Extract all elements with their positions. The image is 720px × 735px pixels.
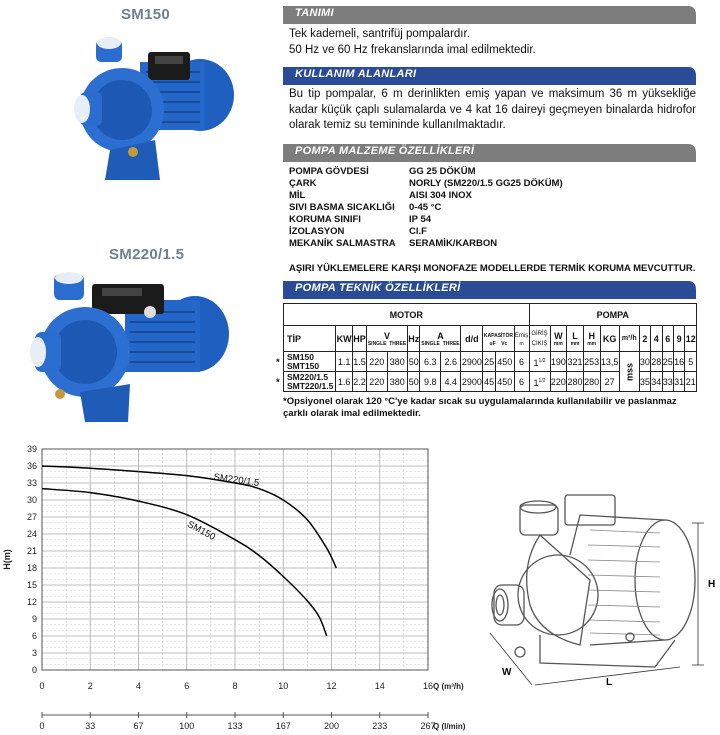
col-h-label: H — [588, 330, 595, 341]
col-a-sub-single: SINGLE — [421, 340, 440, 347]
spec-key: SIVI BASMA SICAKLIĞI — [289, 202, 395, 213]
y-tick-label: 33 — [26, 478, 37, 488]
y-tick-label: 18 — [26, 563, 37, 573]
spec-key: ÇARK — [289, 178, 317, 189]
mss-label: mss — [624, 362, 635, 381]
cell-q9: 16 — [673, 352, 684, 372]
cell-hp: 1.5 — [352, 352, 366, 372]
tech-spec-table — [283, 303, 697, 392]
col-emis — [514, 326, 529, 352]
y-axis-label: H(m) — [2, 549, 12, 570]
spec-value: 0-45 °C — [409, 202, 442, 213]
col-emis-label: Emiş — [514, 332, 529, 339]
x2-tick-label: 200 — [323, 721, 340, 731]
y-tick-label: 12 — [26, 597, 37, 607]
product-title-sm150: SM150 — [121, 6, 171, 23]
col-a-label: A — [437, 330, 444, 341]
section-header-kullanim — [283, 67, 696, 85]
pompa-group-header: POMPA — [529, 304, 696, 326]
performance-chart — [0, 440, 470, 735]
x2-tick-label: 233 — [372, 721, 388, 731]
spec-key: MİL — [289, 190, 306, 201]
spec-key: KORUMA SINIFI — [289, 214, 361, 225]
row-star-2: * — [276, 377, 280, 388]
spec-value: NORLY (SM220/1.5 GG25 DÖKÜM) — [409, 178, 563, 189]
section-header-teknik — [283, 281, 696, 299]
y-tick-label: 0 — [31, 665, 37, 675]
cell-emis: 6 — [514, 352, 529, 372]
dim-label-l: L — [606, 677, 613, 688]
x-tick-label: 12 — [326, 681, 337, 691]
cell-model — [284, 372, 336, 392]
cell-v2: 380 — [387, 352, 407, 372]
section-header-tanimi — [283, 6, 696, 24]
cell-hz: 50 — [408, 372, 420, 392]
cell-kap2: 450 — [496, 372, 515, 392]
cell-kap2: 450 — [496, 352, 515, 372]
spec-value: Cl.F — [409, 226, 427, 237]
y-tick-label: 30 — [26, 495, 37, 505]
x-tick-label: 14 — [374, 681, 385, 691]
col-a — [420, 326, 461, 352]
cell-v2: 380 — [387, 372, 407, 392]
cell-v1: 220 — [367, 352, 387, 372]
y-tick-label: 3 — [31, 648, 37, 658]
cell-q12: 5 — [685, 352, 697, 372]
x-axis-label: Q (m³/h) — [433, 682, 464, 691]
cell-q2: 35 — [639, 372, 650, 392]
cell-h: 253 — [583, 352, 600, 372]
col-v — [367, 326, 408, 352]
spec-value: IP 54 — [409, 214, 432, 225]
x2-axis-label: Q (l/min) — [433, 722, 466, 731]
col-q12: 12 — [685, 326, 697, 352]
cell-kg: 27 — [600, 372, 619, 392]
cell-kw: 1.1 — [336, 352, 353, 372]
material-spec-list — [289, 166, 696, 250]
spec-key: POMPA GÖVDESİ — [289, 166, 369, 177]
cell-giris-sup: 1/2 — [538, 377, 546, 384]
section-header-malzeme — [283, 144, 696, 162]
cell-model-2: SMT150 — [287, 360, 320, 371]
cell-q12: 21 — [685, 372, 697, 392]
dim-label-h: H — [708, 579, 716, 590]
y-tick-label: 6 — [31, 631, 37, 641]
spec-row — [289, 190, 696, 202]
pump-image-sm220 — [30, 272, 230, 432]
cell-kap1: 45 — [483, 372, 496, 392]
cell-model — [284, 352, 336, 372]
cell-giris — [529, 352, 550, 372]
col-giris: GİRİŞ ÇIKIŞ — [529, 326, 550, 352]
x2-tick-label: 100 — [179, 721, 195, 731]
x-tick-label: 16 — [422, 681, 434, 691]
col-h-unit: mm — [587, 340, 597, 347]
cell-emis: 6 — [514, 372, 529, 392]
y-tick-label: 24 — [26, 529, 37, 539]
col-kap-sub-vc: Vc — [501, 340, 508, 347]
spec-row — [289, 178, 696, 190]
col-w-label: W — [554, 330, 563, 341]
col-emis-unit: m — [519, 340, 524, 347]
col-dd: d/d — [461, 326, 483, 352]
x-tick-label: 2 — [87, 681, 93, 691]
section-header-tanimi-label: TANIMI — [295, 7, 334, 19]
tanimi-line-1: Tek kademeli, santrifüj pompalardır. — [289, 28, 470, 40]
section-header-teknik-label: POMPA TEKNİK ÖZELLİKLERİ — [295, 282, 461, 294]
col-l-unit: mm — [570, 340, 580, 347]
thermal-protection-note: AŞIRI YÜKLEMELERE KARŞI MONOFAZE MODELLERDE TERMİK KORUMA MEVCUTTUR. — [289, 263, 696, 274]
section-header-kullanim-label: KULLANIM ALANLARI — [295, 68, 417, 80]
row-star-1: * — [276, 357, 280, 368]
cell-hp: 2.2 — [352, 372, 366, 392]
cell-model-1: SM150 — [287, 351, 314, 362]
col-kg: KG — [600, 326, 619, 352]
cell-kap1: 25 — [483, 352, 496, 372]
cell-v1: 220 — [367, 372, 387, 392]
cell-model-2: SMT220/1.5 — [287, 380, 334, 391]
series-label-sm150: SM150 — [185, 519, 218, 543]
cell-giris-main: 1 — [533, 357, 539, 368]
col-hz: Hz — [408, 326, 420, 352]
spec-key: MEKANİK SALMASTRA — [289, 238, 396, 249]
x-tick-label: 8 — [232, 681, 238, 691]
dim-label-w: W — [502, 667, 512, 678]
x-tick-label: 6 — [184, 681, 190, 691]
cell-kg: 13,5 — [600, 352, 619, 372]
spec-row — [289, 238, 696, 250]
cell-w: 190 — [550, 352, 567, 372]
col-v-sub-three: THREE — [389, 340, 407, 347]
y-tick-label: 15 — [26, 580, 37, 590]
y-tick-label: 36 — [26, 461, 37, 471]
col-q6: 6 — [662, 326, 673, 352]
col-l — [567, 326, 584, 352]
x-tick-label: 0 — [39, 681, 45, 691]
col-q2: 2 — [639, 326, 650, 352]
table-row — [284, 352, 697, 372]
cell-dd: 2900 — [461, 352, 483, 372]
cell-giris — [529, 372, 550, 392]
y-tick-label: 9 — [31, 614, 37, 624]
cell-q6: 33 — [662, 372, 673, 392]
x2-tick-label: 67 — [133, 721, 144, 731]
cell-q4: 34 — [651, 372, 662, 392]
kullanim-text: Bu tip pompalar, 6 m derinlikten emiş yapan ve maksimum 36 m yüksekliğe kadar küçük çaplı sulamalarda ve 4 kat 16 daireyi geçmeyen binalarda hidrofor olarak temiz su temininde kullanılmaktadır. — [289, 88, 696, 131]
col-a-sub-three: THREE — [442, 340, 460, 347]
spec-row — [289, 226, 696, 238]
spec-key: İZOLASYON — [289, 226, 345, 237]
series-label-sm220: SM220/1.5 — [212, 471, 260, 489]
cell-giris-main: 1 — [533, 377, 539, 388]
x-tick-label: 10 — [278, 681, 289, 691]
col-tip: TİP — [284, 326, 336, 352]
cell-a2: 2.6 — [440, 352, 460, 372]
x2-tick-label: 167 — [275, 721, 291, 731]
col-m3h: m³/h — [619, 326, 639, 352]
cell-l: 321 — [567, 352, 584, 372]
spec-value: SERAMİK/KARBON — [409, 238, 498, 249]
col-l-label: L — [572, 330, 578, 341]
y-tick-label: 27 — [26, 512, 37, 522]
x2-tick-label: 267 — [420, 721, 436, 731]
col-q4: 4 — [651, 326, 662, 352]
col-w — [550, 326, 567, 352]
x2-tick-label: 33 — [85, 721, 96, 731]
x2-tick-label: 0 — [39, 721, 45, 731]
cell-a2: 4.4 — [440, 372, 460, 392]
col-kw: KW — [336, 326, 353, 352]
cell-mss — [619, 352, 639, 392]
motor-group-header: MOTOR — [284, 304, 530, 326]
spec-value: AISI 304 INOX — [409, 190, 472, 201]
x2-tick-label: 133 — [227, 721, 243, 731]
cell-q9: 31 — [673, 372, 684, 392]
product-title-sm220: SM220/1.5 — [109, 246, 185, 263]
spec-row — [289, 214, 696, 226]
col-q9: 9 — [673, 326, 684, 352]
cell-l: 280 — [567, 372, 584, 392]
col-v-sub-single: SINGLE — [367, 340, 387, 347]
cell-q6: 25 — [662, 352, 673, 372]
tanimi-line-2: 50 Hz ve 60 Hz frekanslarında imal edilmektedir. — [289, 44, 536, 56]
col-kap-sub-uf: uF — [489, 340, 496, 347]
col-v-label: V — [384, 330, 391, 341]
cell-h: 280 — [583, 372, 600, 392]
spec-value: GG 25 DÖKÜM — [409, 166, 476, 177]
footnote: *Opsiyonel olarak 120 °C'ye kadar sıcak su uygulamalarında kullanılabilir ve paslanmaz çarklı olarak imal edilmektedir. — [283, 396, 677, 419]
cell-w: 220 — [550, 372, 567, 392]
cell-dd: 2900 — [461, 372, 483, 392]
cell-hz: 50 — [408, 352, 420, 372]
cell-a1: 6.3 — [420, 352, 440, 372]
spec-row — [289, 166, 696, 178]
x-tick-label: 4 — [135, 681, 142, 691]
y-tick-label: 21 — [26, 546, 37, 556]
section-header-malzeme-label: POMPA MALZEME ÖZELLİKLERİ — [295, 145, 475, 157]
col-h — [583, 326, 600, 352]
cell-q4: 28 — [651, 352, 662, 372]
spec-row — [289, 202, 696, 214]
y-tick-label: 39 — [26, 444, 37, 454]
col-w-unit: mm — [553, 340, 563, 347]
pump-image-sm150 — [60, 30, 235, 185]
cell-giris-sup: 1/2 — [538, 357, 546, 364]
cell-model-1: SM220/1.5 — [287, 371, 329, 382]
col-kap-label: KAPASİTÖR — [483, 332, 513, 339]
col-kapasitor — [483, 326, 514, 352]
col-hp: HP — [352, 326, 366, 352]
cell-a1: 9.8 — [420, 372, 440, 392]
cell-kw: 1.6 — [336, 372, 353, 392]
dimension-diagram — [480, 485, 720, 710]
cell-q2: 30 — [639, 352, 650, 372]
